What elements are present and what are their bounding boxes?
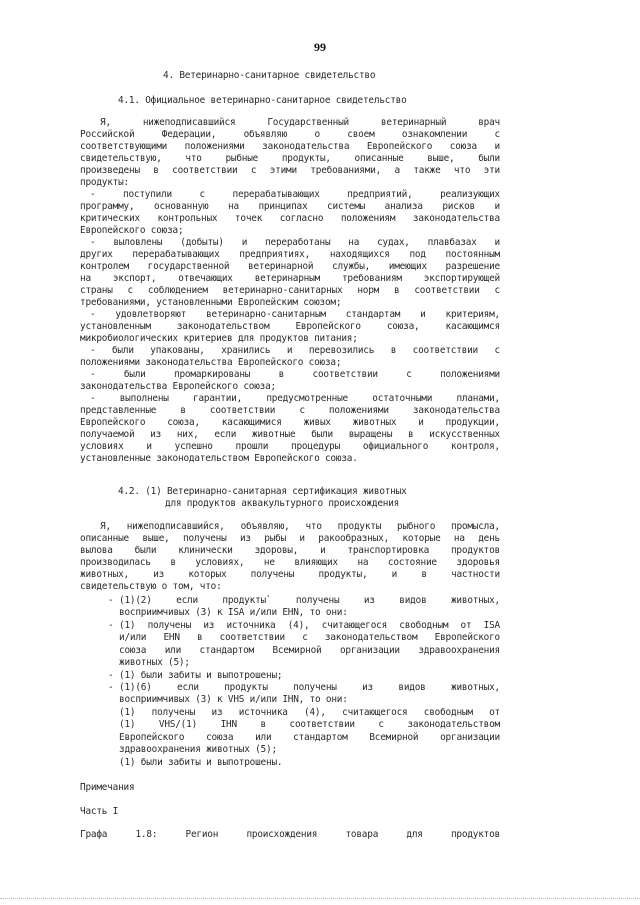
- text-line: (1) VHS/(1) IHN в соответствии с законодательством: [119, 719, 500, 731]
- bullet-marker: -: [108, 595, 114, 606]
- text-line: свидетельствую, что рыбные продукты, описанные выше, были: [80, 153, 500, 164]
- text-line: контролем государственной ветеринарной службы, имеющих разрешение: [80, 261, 500, 272]
- section-4-1-text: [80, 117, 500, 465]
- text-line: животных, из которых получены продукты, и в частности: [80, 569, 500, 580]
- bullet-item: [119, 595, 500, 620]
- bullet-item: [119, 670, 500, 682]
- text-line: производилась в условиях, не влияющих на состояние здоровья: [80, 557, 500, 568]
- text-line: Российской Федерации, объявляю о своем ознакомлении с: [80, 129, 500, 140]
- text-line: Я, нижеподписавшийся, объявляю, что продукты рыбного промысла,: [100, 521, 500, 532]
- bullet-item: [119, 682, 500, 707]
- text-line: микробиологических критериев для продуктов питания;: [80, 333, 358, 344]
- text-line: союза или стандартом Всемирной организации здравоохранения: [119, 644, 500, 656]
- text-line: произведены в соответствии с этими требованиями, а также что эти: [80, 165, 500, 176]
- text-line: Европейского союза, касающимися живых животных и продукции,: [80, 417, 500, 428]
- text-line: продукты:: [80, 177, 129, 188]
- bullet-marker: -: [108, 670, 114, 681]
- text-line: - были упакованы, хранились и перевозились в соответствии с: [90, 345, 500, 356]
- notes-part: Часть I: [80, 806, 119, 817]
- text-line: (1)(2) если продукты` получены из видов животных,: [119, 595, 500, 606]
- text-line: получаемой из них, если животные были выращены в искусственных: [80, 429, 500, 440]
- text-line: (1)(6) если продукты получены из видов животных,: [119, 682, 500, 693]
- text-line: здравоохранения животных (5);: [119, 744, 277, 756]
- text-line: установленные законодательством Европейского союза.: [80, 453, 358, 464]
- text-line: свидетельствую о том, что:: [80, 581, 222, 592]
- text-line: критических контрольных точек согласно положениям законодательства: [80, 213, 500, 224]
- page-number: 99: [314, 40, 326, 54]
- text-line: страны с соблюдением ветеринарно-санитарных норм в соответствии с: [80, 285, 500, 296]
- notes-title: Примечания: [80, 782, 135, 793]
- text-line: соответствующими положениями законодательства Европейского союза и: [80, 141, 500, 152]
- heading-section-4: 4. Ветеринарно-санитарное свидетельство: [163, 70, 376, 81]
- heading-section-4-2-line-2: для продуктов аквакультурного происхождения: [165, 498, 400, 509]
- text-line: Я, нижеподписавшийся Государственный ветеринарный врач: [100, 117, 500, 128]
- text-line: других перерабатывающих предприятиях, находящихся под постоянным: [80, 249, 500, 260]
- bullet-marker: -: [108, 620, 114, 631]
- text-line: требованиями, установленными Европейским союзом;: [80, 297, 342, 308]
- text-line: описанные выше, получены из рыбы и ракообразных, которые на день: [80, 533, 500, 544]
- text-line: (1) получены из источника (4), считающегося свободным от ISA: [119, 620, 500, 631]
- text-line: (1) были забиты и выпотрошены.: [119, 756, 283, 768]
- bullet-marker: -: [108, 682, 114, 693]
- bullet-item: [119, 620, 500, 670]
- text-line: и/или EHN в соответствии с законодательством Европейского: [119, 632, 500, 644]
- page-bottom-edge: [0, 898, 640, 899]
- text-line: вылова были клинически здоровы, и транспортировка продуктов: [80, 545, 500, 556]
- text-line: - были промаркированы в соответствии с положениями: [90, 369, 500, 380]
- notes-graph-line: [80, 829, 500, 841]
- text-line: восприимчивых (3) к ISA и/или EHN, то они:: [119, 607, 348, 619]
- section-4-2-intro: [80, 521, 500, 593]
- text-line: (1) получены из источника (4), считающегося свободным от: [119, 707, 500, 718]
- text-line: - выловлены (добыты) и переработаны на судах, плавбазах и: [90, 237, 500, 248]
- sub-item-list: [119, 707, 500, 769]
- text-line: Графа 1.8: Регион происхождения товара для продуктов: [80, 829, 500, 840]
- heading-section-4-1: 4.1. Официальное ветеринарно-санитарное свидетельство: [118, 95, 407, 106]
- text-line: программу, основанную на принципах системы анализа рисков и: [80, 201, 500, 212]
- text-line: восприимчивых (3) к VHS и/или IHN, то они:: [119, 694, 348, 706]
- text-line: Европейского союза;: [80, 225, 184, 236]
- text-line: на экспорт, отвечающих ветеринарным требованиям экспортирующей: [80, 273, 500, 284]
- text-line: положениями законодательства Европейского союза;: [80, 357, 342, 368]
- text-line: установленным законодательством Европейского союза, касающимся: [80, 321, 500, 332]
- text-line: животных (5);: [119, 657, 190, 669]
- text-line: - поступили с перерабатывающих предприятий, реализующих: [90, 189, 500, 200]
- text-line: представленные в соответствии с положениями законодательства: [80, 405, 500, 416]
- heading-section-4-2-line-1: 4.2. (1) Ветеринарно-санитарная сертификация животных: [118, 486, 407, 497]
- text-line: Европейского союза или стандартом Всемирной организации: [119, 731, 500, 743]
- text-line: - удовлетворяют ветеринарно-санитарным стандартам и критериям,: [90, 309, 500, 320]
- text-line: (1) были забиты и выпотрошены;: [119, 670, 283, 681]
- text-line: законодательства Европейского союза;: [80, 381, 276, 392]
- text-line: - выполнены гарантии, предусмотренные остаточными планами,: [90, 393, 500, 404]
- text-line: условиях и успешно прошли процедуры официального контроля,: [80, 441, 500, 452]
